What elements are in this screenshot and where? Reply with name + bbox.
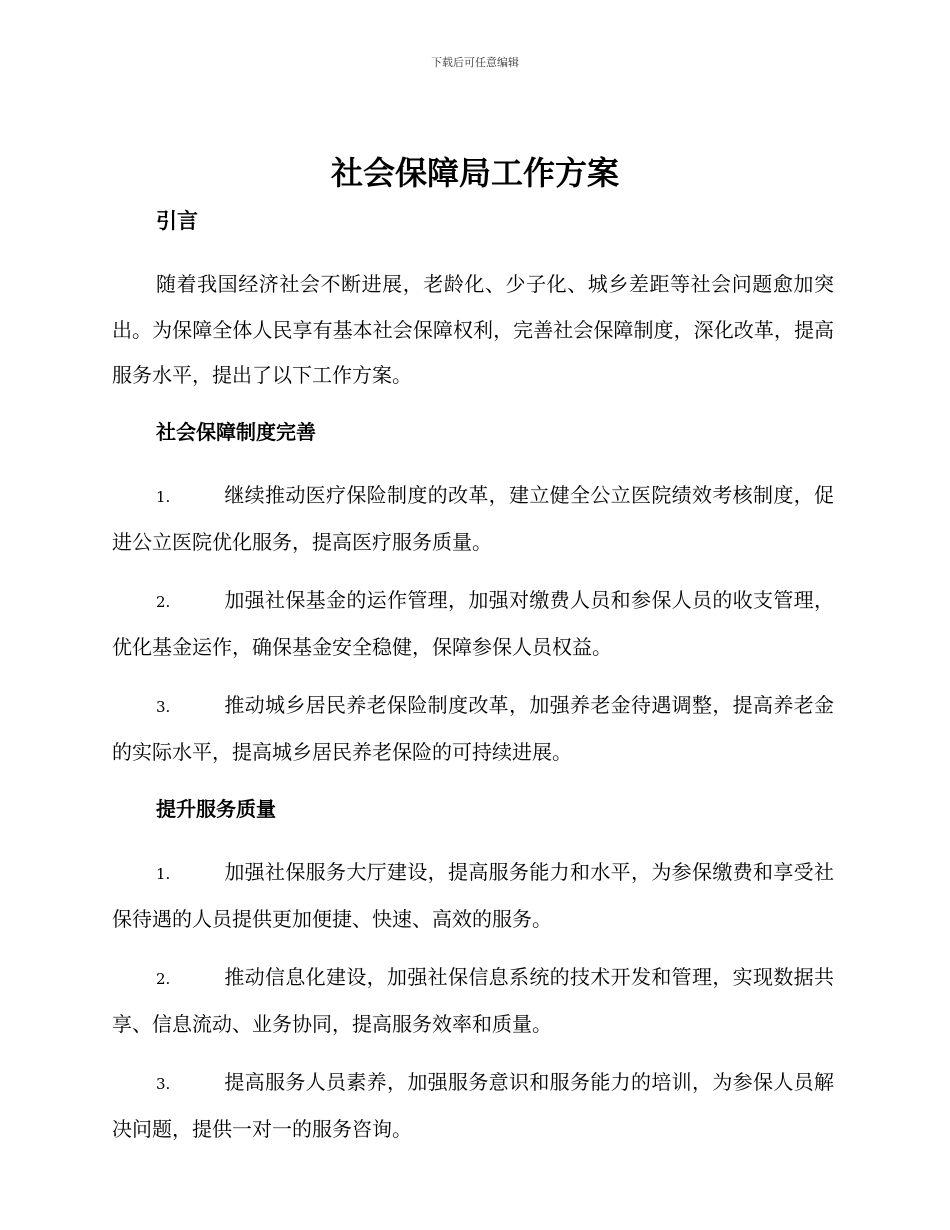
list-item-number: 1.	[156, 864, 171, 883]
intro-heading: 引言	[156, 209, 198, 233]
list-item	[112, 683, 834, 776]
list-item	[112, 850, 834, 943]
list-item	[112, 473, 834, 566]
list-item-text: 提高服务人员素养，加强服务意识和服务能力的培训，为参保人员解决问题，提供一对一的服务咨询。	[112, 1069, 834, 1141]
section-heading-system: 社会保障制度完善	[156, 419, 316, 444]
list-item-number: 1.	[156, 487, 171, 506]
list-item-text: 推动城乡居民养老保险制度改革，加强养老金待遇调整，提高养老金的实际水平，提高城乡居民养老保险的可持续进展。	[112, 692, 834, 764]
list-item-text: 加强社保基金的运作管理，加强对缴费人员和参保人员的收支管理，优化基金运作，确保基金安全稳健，保障参保人员权益。	[112, 587, 834, 659]
list-item	[112, 1060, 834, 1153]
list-item-number: 2.	[156, 592, 171, 611]
document-title: 社会保障局工作方案	[330, 154, 619, 192]
list-item-text: 继续推动医疗保险制度的改革，建立健全公立医院绩效考核制度，促进公立医院优化服务，提高医疗服务质量。	[112, 482, 834, 554]
page-header-note: 下载后可任意编辑	[431, 56, 519, 69]
intro-paragraph: 随着我国经济社会不断进展，老龄化、少子化、城乡差距等社会问题愈加突出。为保障全体人民享有基本社会保障权利，完善社会保障制度，深化改革，提高服务水平，提出了以下工作方案。	[112, 272, 834, 387]
list-item-text: 加强社保服务大厅建设，提高服务能力和水平，为参保缴费和享受社保待遇的人员提供更加便捷、快速、高效的服务。	[112, 859, 834, 931]
list-item-number: 3.	[156, 697, 171, 716]
section-heading-service: 提升服务质量	[156, 796, 276, 821]
list-item-number: 2.	[156, 969, 171, 988]
list-item-text: 推动信息化建设，加强社保信息系统的技术开发和管理，实现数据共享、信息流动、业务协同，提高服务效率和质量。	[112, 964, 834, 1036]
list-item	[112, 955, 834, 1048]
document-body	[112, 204, 834, 1165]
list-item-number: 3.	[156, 1074, 171, 1093]
list-item	[112, 578, 834, 671]
